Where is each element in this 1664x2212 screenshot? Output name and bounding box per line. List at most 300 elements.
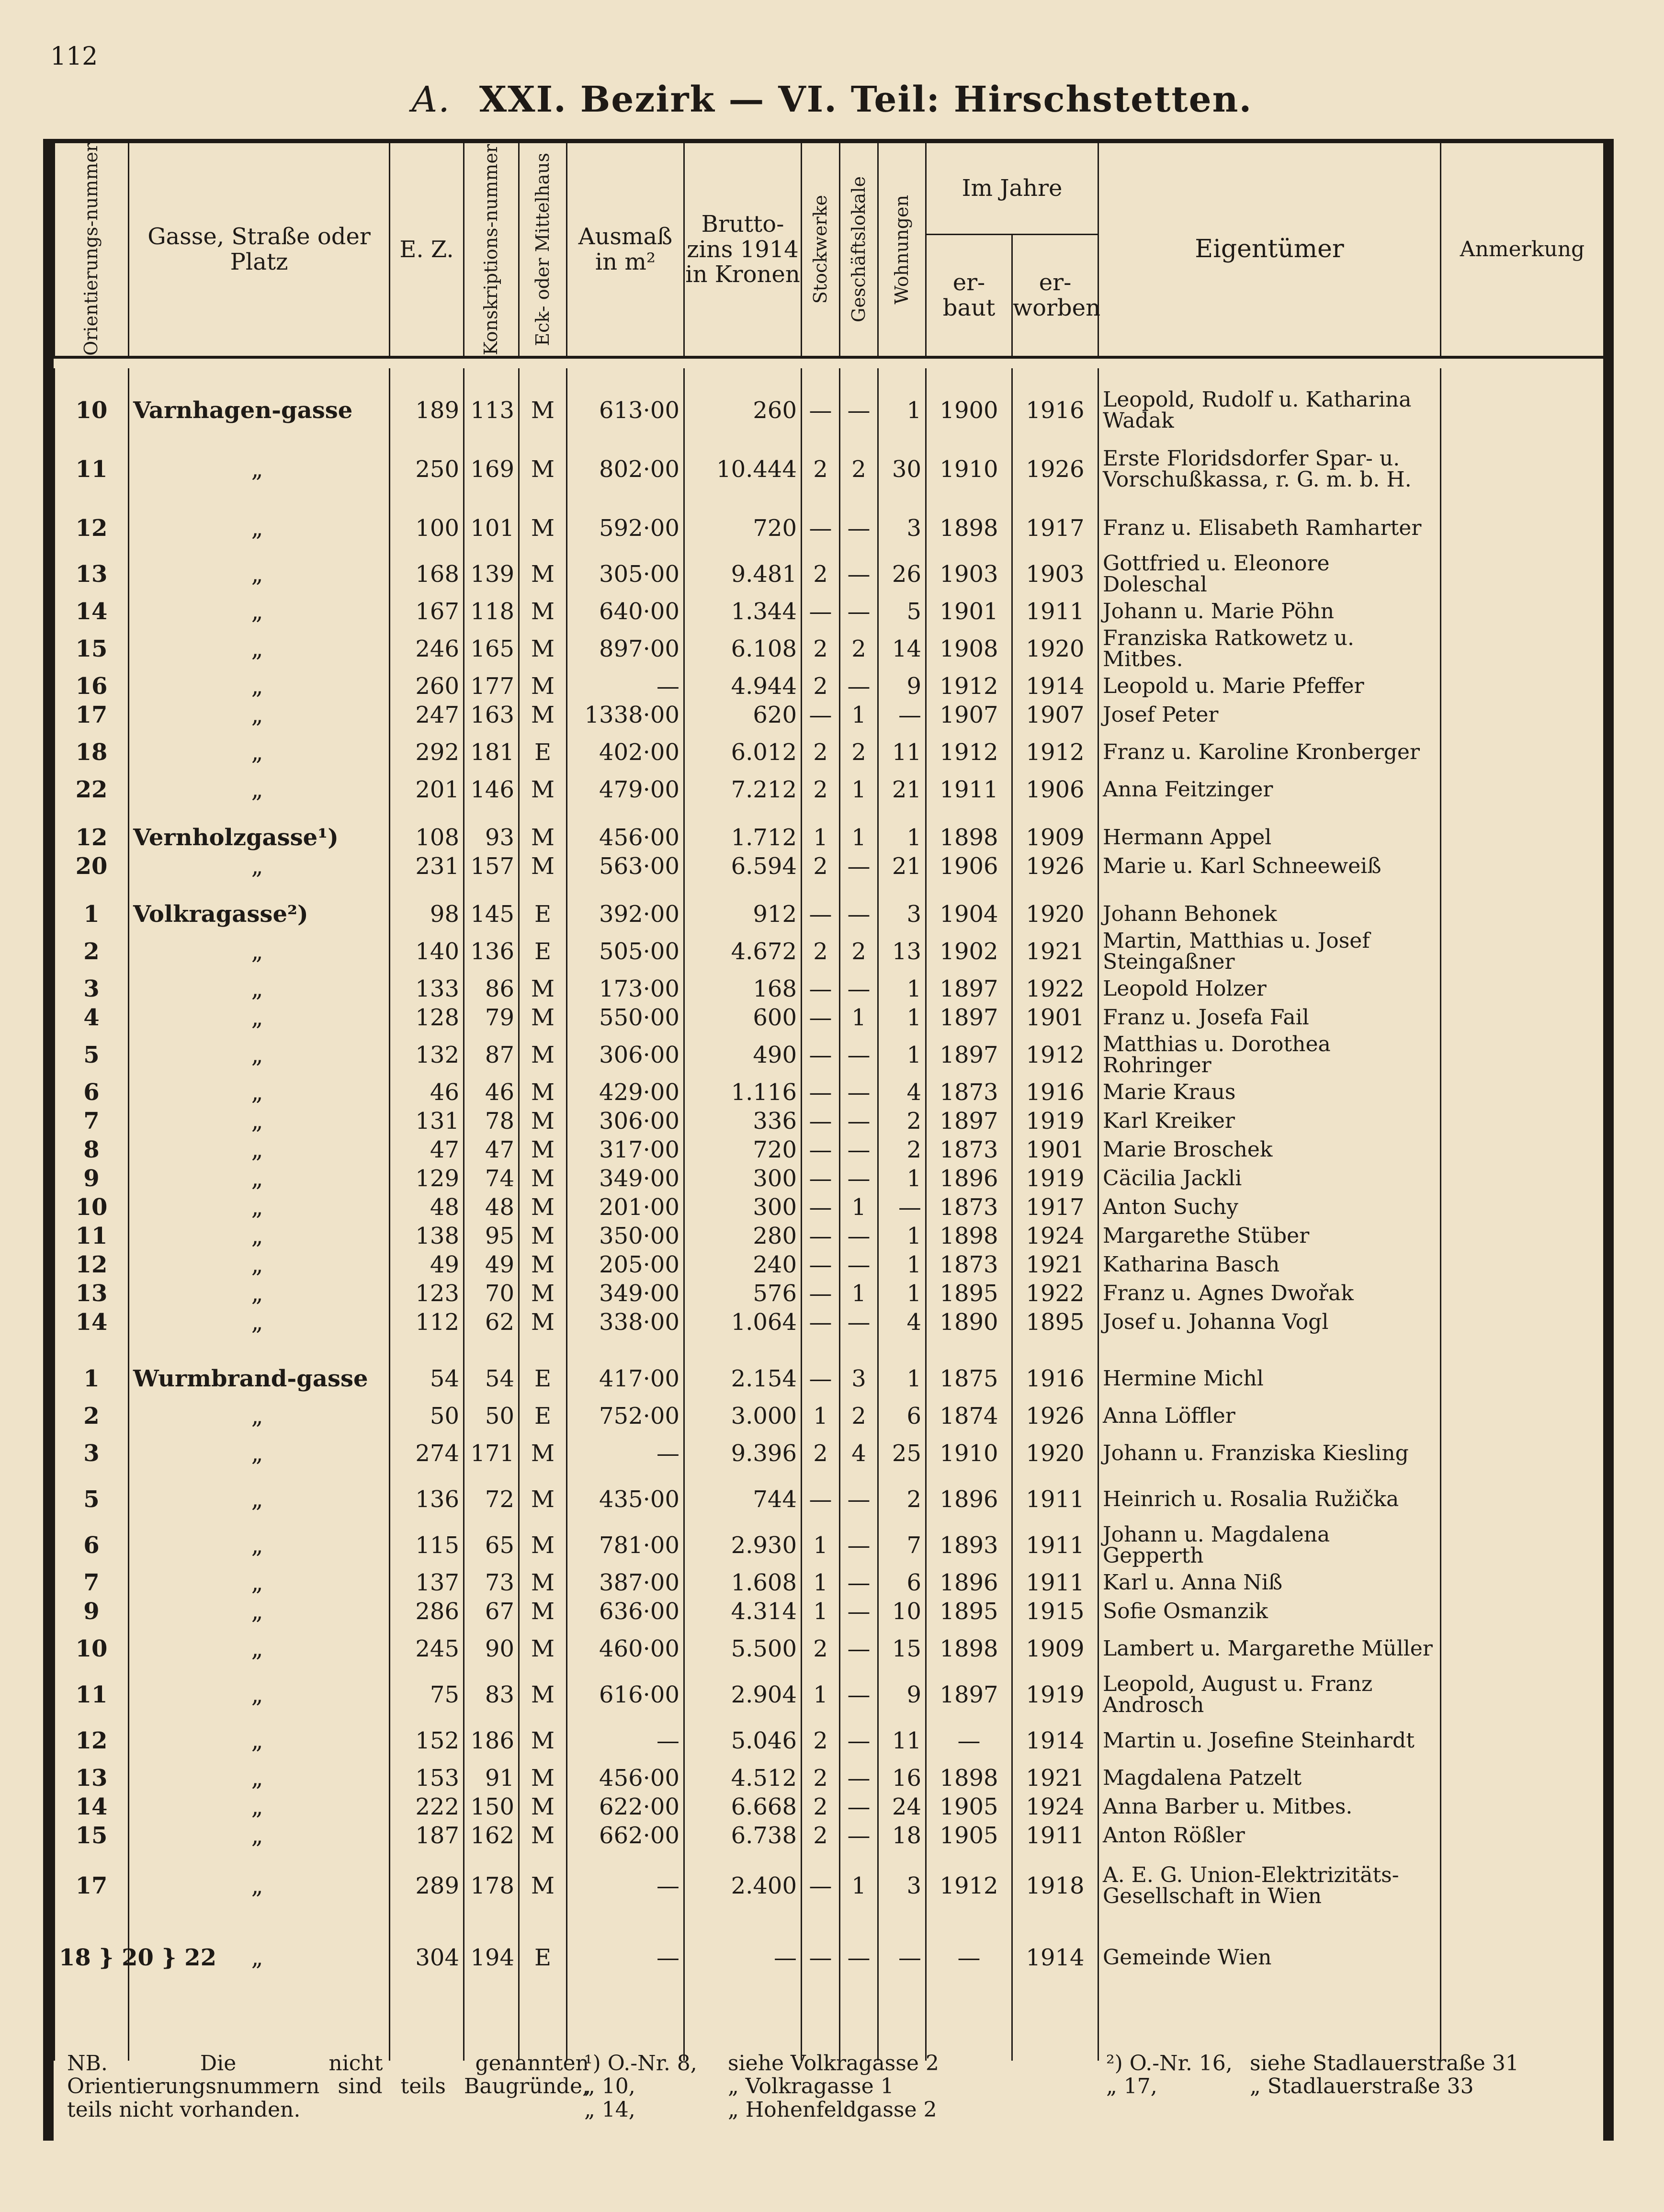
cell-gesch: — xyxy=(840,900,878,929)
cell-eck: M xyxy=(519,1568,567,1597)
cell-ez: 115 xyxy=(390,1522,464,1568)
cell-eck: M xyxy=(519,1032,567,1078)
cell-orient: 11 xyxy=(55,433,129,505)
cell-wohn: 16 xyxy=(878,1764,926,1792)
cell-eck: M xyxy=(519,1003,567,1032)
cell-ausmass: 592·00 xyxy=(567,505,684,551)
cell-ez: 49 xyxy=(390,1250,464,1279)
cell-street: „ xyxy=(129,929,390,975)
cell-orient: 3 xyxy=(55,975,129,1003)
cell-wohn: 2 xyxy=(878,1135,926,1164)
cell-owner: Anton Rößler xyxy=(1098,1821,1441,1850)
cell-ez: 47 xyxy=(390,1135,464,1164)
cell-erbaut: 1897 xyxy=(926,1672,1012,1718)
cell-erbaut: 1873 xyxy=(926,1193,1012,1222)
cell-ez: 247 xyxy=(390,701,464,729)
cell-ausmass: 662·00 xyxy=(567,1821,684,1850)
cell-wohn: 21 xyxy=(878,852,926,881)
cell-anm xyxy=(1441,1522,1604,1568)
table-row xyxy=(55,701,1604,729)
spacer-row xyxy=(55,1337,1604,1356)
cell-erbaut: 1890 xyxy=(926,1308,1012,1337)
cell-stock: — xyxy=(802,505,840,551)
cell-ausmass: 752·00 xyxy=(567,1402,684,1430)
cell-anm xyxy=(1441,551,1604,597)
cell-konskr: 47 xyxy=(464,1135,519,1164)
cell-street: „ xyxy=(129,1308,390,1337)
cell-eck: M xyxy=(519,1522,567,1568)
page-number: 112 xyxy=(50,42,98,71)
cell-ez: 137 xyxy=(390,1568,464,1597)
cell-erworben: 1914 xyxy=(1012,1922,1098,1994)
cell-orient: 12 xyxy=(55,823,129,852)
cell-stock: — xyxy=(802,1308,840,1337)
cell-erbaut: 1873 xyxy=(926,1135,1012,1164)
col-header-anm: Anmerkung xyxy=(1441,143,1604,357)
cell-wohn: 1 xyxy=(878,1279,926,1308)
cell-erbaut: 1897 xyxy=(926,1107,1012,1135)
cell-wohn: 1 xyxy=(878,975,926,1003)
col-header-konskr: Konskriptions-nummer xyxy=(464,143,519,357)
cell-gesch: — xyxy=(840,975,878,1003)
table-row xyxy=(55,1107,1604,1135)
cell-ausmass: 456·00 xyxy=(567,823,684,852)
cell-ausmass: 563·00 xyxy=(567,852,684,881)
cell-orient: 10 xyxy=(55,1193,129,1222)
cell-brutto: 744 xyxy=(684,1476,802,1522)
cell-konskr: 136 xyxy=(464,929,519,975)
footnote-text: siehe Stadlauerstraße 31 xyxy=(1250,2051,1519,2076)
cell-orient: 10 xyxy=(55,387,129,433)
cell-street: „ xyxy=(129,1922,390,1994)
cell-ausmass: 305·00 xyxy=(567,551,684,597)
cell-anm xyxy=(1441,852,1604,881)
cell-owner: Gemeinde Wien xyxy=(1098,1922,1441,1994)
cell-stock: 1 xyxy=(802,1568,840,1597)
footnote-1 xyxy=(584,2052,1087,2121)
cell-stock: — xyxy=(802,975,840,1003)
cell-orient: 3 xyxy=(55,1430,129,1476)
cell-ausmass: 460·00 xyxy=(567,1626,684,1672)
cell-ausmass: 201·00 xyxy=(567,1193,684,1222)
cell-stock: — xyxy=(802,701,840,729)
cell-gesch: — xyxy=(840,1626,878,1672)
cell-street: Vernholzgasse¹) xyxy=(129,823,390,852)
cell-street: „ xyxy=(129,551,390,597)
table-row xyxy=(55,823,1604,852)
cell-konskr: 163 xyxy=(464,701,519,729)
cell-brutto: 168 xyxy=(684,975,802,1003)
cell-ez: 246 xyxy=(390,626,464,672)
cell-stock: — xyxy=(802,1356,840,1402)
cell-ausmass: 636·00 xyxy=(567,1597,684,1626)
footnote-text: „ Volkragasse 1 xyxy=(728,2074,894,2099)
cell-street: „ xyxy=(129,1032,390,1078)
cell-ez: 98 xyxy=(390,900,464,929)
table-row xyxy=(55,1568,1604,1597)
cell-eck: M xyxy=(519,852,567,881)
cell-wohn: 3 xyxy=(878,900,926,929)
footnotes xyxy=(53,2052,1604,2143)
property-ledger xyxy=(43,139,1614,2141)
col-header-ez: E. Z. xyxy=(390,143,464,357)
cell-anm xyxy=(1441,701,1604,729)
table-row xyxy=(55,387,1604,433)
table-row xyxy=(55,900,1604,929)
cell-street: „ xyxy=(129,1250,390,1279)
cell-owner: Johann u. Marie Pöhn xyxy=(1098,597,1441,626)
footnote-line xyxy=(584,2052,1087,2075)
cell-ausmass: 402·00 xyxy=(567,729,684,775)
cell-eck: M xyxy=(519,1250,567,1279)
cell-eck: E xyxy=(519,900,567,929)
cell-anm xyxy=(1441,729,1604,775)
cell-orient: 8 xyxy=(55,1135,129,1164)
cell-gesch: — xyxy=(840,1672,878,1718)
cell-orient: 5 xyxy=(55,1476,129,1522)
cell-street: „ xyxy=(129,1792,390,1821)
table-row xyxy=(55,1193,1604,1222)
cell-orient: 17 xyxy=(55,1850,129,1922)
cell-brutto: — xyxy=(684,1922,802,1994)
cell-owner: A. E. G. Union-Elektrizitäts-Gesellschaft in Wien xyxy=(1098,1850,1441,1922)
cell-brutto: 6.012 xyxy=(684,729,802,775)
cell-konskr: 145 xyxy=(464,900,519,929)
table-row xyxy=(55,1003,1604,1032)
cell-gesch: — xyxy=(840,1308,878,1337)
cell-brutto: 240 xyxy=(684,1250,802,1279)
footnote-line xyxy=(584,2099,1087,2121)
cell-ez: 50 xyxy=(390,1402,464,1430)
cell-eck: E xyxy=(519,729,567,775)
cell-anm xyxy=(1441,597,1604,626)
cell-orient: 1 xyxy=(55,900,129,929)
cell-wohn: — xyxy=(878,701,926,729)
cell-street: „ xyxy=(129,852,390,881)
cell-gesch: — xyxy=(840,1764,878,1792)
cell-erbaut: 1898 xyxy=(926,823,1012,852)
cell-erbaut: 1907 xyxy=(926,701,1012,729)
cell-anm xyxy=(1441,387,1604,433)
cell-stock: 2 xyxy=(802,433,840,505)
table-row xyxy=(55,775,1604,804)
footnote-text: „ Hohenfeldgasse 2 xyxy=(728,2097,937,2122)
cell-gesch: 2 xyxy=(840,626,878,672)
cell-wohn: 30 xyxy=(878,433,926,505)
spacer-row xyxy=(55,804,1604,823)
cell-ez: 131 xyxy=(390,1107,464,1135)
cell-street: „ xyxy=(129,1476,390,1522)
footnote-text: siehe Volkragasse 2 xyxy=(728,2051,939,2076)
cell-orient: 14 xyxy=(55,597,129,626)
cell-anm xyxy=(1441,823,1604,852)
cell-street: Varnhagen-gasse xyxy=(129,387,390,433)
cell-eck: M xyxy=(519,1107,567,1135)
footnote-line xyxy=(584,2075,1087,2098)
cell-ausmass: 173·00 xyxy=(567,975,684,1003)
cell-ausmass: — xyxy=(567,1718,684,1764)
cell-street: „ xyxy=(129,1430,390,1476)
cell-ausmass: 456·00 xyxy=(567,1764,684,1792)
table-row xyxy=(55,1626,1604,1672)
table-row xyxy=(55,852,1604,881)
cell-konskr: 93 xyxy=(464,823,519,852)
cell-anm xyxy=(1441,1032,1604,1078)
cell-konskr: 139 xyxy=(464,551,519,597)
cell-stock: 2 xyxy=(802,1430,840,1476)
cell-orient: 6 xyxy=(55,1078,129,1107)
cell-erworben: 1914 xyxy=(1012,672,1098,701)
cell-ez: 245 xyxy=(390,1626,464,1672)
cell-wohn: 1 xyxy=(878,1003,926,1032)
cell-gesch: — xyxy=(840,852,878,881)
cell-gesch: — xyxy=(840,1107,878,1135)
cell-konskr: 74 xyxy=(464,1164,519,1193)
table-row xyxy=(55,1597,1604,1626)
cell-owner: Martin, Matthias u. Josef Steingaßner xyxy=(1098,929,1441,975)
cell-eck: M xyxy=(519,1792,567,1821)
cell-erworben: 1911 xyxy=(1012,1568,1098,1597)
cell-ez: 187 xyxy=(390,1821,464,1850)
cell-konskr: 48 xyxy=(464,1193,519,1222)
cell-wohn: 25 xyxy=(878,1430,926,1476)
cell-street: „ xyxy=(129,1821,390,1850)
cell-erbaut: 1905 xyxy=(926,1792,1012,1821)
cell-owner: Anna Löffler xyxy=(1098,1402,1441,1430)
cell-brutto: 4.672 xyxy=(684,929,802,975)
cell-ez: 112 xyxy=(390,1308,464,1337)
cell-brutto: 300 xyxy=(684,1164,802,1193)
cell-anm xyxy=(1441,1626,1604,1672)
cell-anm xyxy=(1441,1821,1604,1850)
cell-erworben: 1916 xyxy=(1012,1356,1098,1402)
cell-konskr: 78 xyxy=(464,1107,519,1135)
cell-owner: Marie Broschek xyxy=(1098,1135,1441,1164)
cell-stock: 2 xyxy=(802,1792,840,1821)
cell-brutto: 5.500 xyxy=(684,1626,802,1672)
cell-ausmass: 205·00 xyxy=(567,1250,684,1279)
cell-ausmass: 479·00 xyxy=(567,775,684,804)
cell-eck: M xyxy=(519,551,567,597)
footnote-2 xyxy=(1106,2052,1599,2099)
cell-gesch: — xyxy=(840,1922,878,1994)
cell-erworben: 1895 xyxy=(1012,1308,1098,1337)
cell-brutto: 1.608 xyxy=(684,1568,802,1597)
cell-owner: Heinrich u. Rosalia Ružička xyxy=(1098,1476,1441,1522)
cell-owner: Leopold, August u. Franz Androsch xyxy=(1098,1672,1441,1718)
cell-anm xyxy=(1441,1597,1604,1626)
cell-erworben: 1921 xyxy=(1012,1250,1098,1279)
cell-erworben: 1911 xyxy=(1012,1821,1098,1850)
table-row xyxy=(55,1308,1604,1337)
cell-stock: 1 xyxy=(802,1402,840,1430)
cell-konskr: 194 xyxy=(464,1922,519,1994)
cell-gesch: — xyxy=(840,1522,878,1568)
cell-orient: 14 xyxy=(55,1792,129,1821)
cell-eck: M xyxy=(519,1078,567,1107)
cell-ausmass: 417·00 xyxy=(567,1356,684,1402)
cell-owner: Franziska Ratkowetz u. Mitbes. xyxy=(1098,626,1441,672)
cell-street: „ xyxy=(129,1078,390,1107)
table-body xyxy=(55,368,1604,2061)
cell-eck: E xyxy=(519,1922,567,1994)
cell-eck: M xyxy=(519,1193,567,1222)
cell-konskr: 79 xyxy=(464,1003,519,1032)
cell-gesch: 2 xyxy=(840,729,878,775)
cell-stock: — xyxy=(802,1476,840,1522)
cell-erworben: 1924 xyxy=(1012,1222,1098,1250)
cell-eck: M xyxy=(519,1164,567,1193)
spacer-row xyxy=(55,1994,1604,2061)
cell-ausmass: 349·00 xyxy=(567,1279,684,1308)
cell-brutto: 2.154 xyxy=(684,1356,802,1402)
cell-brutto: 720 xyxy=(684,505,802,551)
cell-ez: 132 xyxy=(390,1032,464,1078)
cell-orient: 5 xyxy=(55,1032,129,1078)
cell-erworben: 1919 xyxy=(1012,1672,1098,1718)
cell-erbaut: 1912 xyxy=(926,1850,1012,1922)
cell-stock: 2 xyxy=(802,729,840,775)
cell-owner: Marie Kraus xyxy=(1098,1078,1441,1107)
cell-brutto: 6.108 xyxy=(684,626,802,672)
cell-stock: 1 xyxy=(802,823,840,852)
cell-owner: Lambert u. Margarethe Müller xyxy=(1098,1626,1441,1672)
cell-konskr: 46 xyxy=(464,1078,519,1107)
cell-ausmass: 616·00 xyxy=(567,1672,684,1718)
cell-ez: 54 xyxy=(390,1356,464,1402)
cell-erworben: 1917 xyxy=(1012,505,1098,551)
col-header-orient: Orientierungs-nummer xyxy=(55,143,129,357)
cell-anm xyxy=(1441,1430,1604,1476)
cell-stock: — xyxy=(802,1078,840,1107)
cell-street: „ xyxy=(129,1222,390,1250)
cell-eck: M xyxy=(519,1764,567,1792)
cell-orient: 9 xyxy=(55,1597,129,1626)
cell-anm xyxy=(1441,672,1604,701)
cell-eck: M xyxy=(519,1222,567,1250)
cell-orient: 6 xyxy=(55,1522,129,1568)
cell-anm xyxy=(1441,975,1604,1003)
cell-gesch: — xyxy=(840,597,878,626)
cell-eck: M xyxy=(519,1279,567,1308)
cell-street: „ xyxy=(129,672,390,701)
cell-stock: — xyxy=(802,1850,840,1922)
cell-stock: 2 xyxy=(802,672,840,701)
table-row xyxy=(55,1430,1604,1476)
cell-gesch: — xyxy=(840,1792,878,1821)
cell-erbaut: 1912 xyxy=(926,672,1012,701)
cell-stock: 1 xyxy=(802,1672,840,1718)
cell-erworben: 1914 xyxy=(1012,1718,1098,1764)
cell-konskr: 54 xyxy=(464,1356,519,1402)
cell-ausmass: 550·00 xyxy=(567,1003,684,1032)
cell-stock: — xyxy=(802,900,840,929)
cell-ausmass: 350·00 xyxy=(567,1222,684,1250)
cell-erworben: 1909 xyxy=(1012,823,1098,852)
table-row xyxy=(55,597,1604,626)
cell-wohn: 4 xyxy=(878,1308,926,1337)
cell-orient: 17 xyxy=(55,701,129,729)
cell-stock: — xyxy=(802,1135,840,1164)
table-row xyxy=(55,433,1604,505)
cell-erbaut: 1896 xyxy=(926,1568,1012,1597)
cell-erbaut: 1898 xyxy=(926,1222,1012,1250)
cell-brutto: 6.668 xyxy=(684,1792,802,1821)
cell-gesch: 4 xyxy=(840,1430,878,1476)
cell-street: Volkragasse²) xyxy=(129,900,390,929)
cell-owner: Leopold Holzer xyxy=(1098,975,1441,1003)
cell-street: „ xyxy=(129,1003,390,1032)
table-row xyxy=(55,1135,1604,1164)
cell-ez: 153 xyxy=(390,1764,464,1792)
cell-anm xyxy=(1441,1279,1604,1308)
cell-konskr: 70 xyxy=(464,1279,519,1308)
cell-erbaut: 1897 xyxy=(926,1003,1012,1032)
cell-orient: 18 } 20 } 22 xyxy=(55,1922,129,1994)
cell-ez: 46 xyxy=(390,1078,464,1107)
cell-eck: E xyxy=(519,1402,567,1430)
cell-anm xyxy=(1441,775,1604,804)
cell-owner: Johann u. Magdalena Gepperth xyxy=(1098,1522,1441,1568)
cell-ez: 250 xyxy=(390,433,464,505)
cell-street: „ xyxy=(129,1718,390,1764)
cell-wohn: 10 xyxy=(878,1597,926,1626)
footnote-line xyxy=(1106,2075,1599,2098)
footnote-ref: ¹) O.-Nr. 8, xyxy=(584,2051,697,2076)
table-row xyxy=(55,1718,1604,1764)
cell-erbaut: 1897 xyxy=(926,1032,1012,1078)
cell-wohn: 1 xyxy=(878,1222,926,1250)
cell-ez: 75 xyxy=(390,1672,464,1718)
cell-erworben: 1907 xyxy=(1012,701,1098,729)
cell-orient: 13 xyxy=(55,551,129,597)
cell-erbaut: 1911 xyxy=(926,775,1012,804)
footnote-line xyxy=(1106,2052,1599,2075)
cell-street: „ xyxy=(129,975,390,1003)
cell-gesch: — xyxy=(840,1135,878,1164)
cell-wohn: 24 xyxy=(878,1792,926,1821)
cell-brutto: 260 xyxy=(684,387,802,433)
cell-erbaut: 1906 xyxy=(926,852,1012,881)
cell-owner: Franz u. Agnes Dwořak xyxy=(1098,1279,1441,1308)
cell-orient: 22 xyxy=(55,775,129,804)
cell-ez: 128 xyxy=(390,1003,464,1032)
cell-wohn: 1 xyxy=(878,1250,926,1279)
cell-wohn: 3 xyxy=(878,505,926,551)
cell-eck: M xyxy=(519,823,567,852)
cell-anm xyxy=(1441,1476,1604,1522)
table-row xyxy=(55,1922,1604,1994)
table-row xyxy=(55,1222,1604,1250)
cell-wohn: 13 xyxy=(878,929,926,975)
cell-ez: 292 xyxy=(390,729,464,775)
cell-brutto: 336 xyxy=(684,1107,802,1135)
cell-street: „ xyxy=(129,1107,390,1135)
cell-konskr: 186 xyxy=(464,1718,519,1764)
cell-gesch: — xyxy=(840,1078,878,1107)
cell-gesch: 1 xyxy=(840,1193,878,1222)
cell-eck: M xyxy=(519,1135,567,1164)
cell-ez: 167 xyxy=(390,597,464,626)
cell-owner: Karl u. Anna Niß xyxy=(1098,1568,1441,1597)
cell-brutto: 9.481 xyxy=(684,551,802,597)
cell-brutto: 9.396 xyxy=(684,1430,802,1476)
cell-erbaut: 1893 xyxy=(926,1522,1012,1568)
cell-ausmass: 897·00 xyxy=(567,626,684,672)
cell-wohn: 11 xyxy=(878,1718,926,1764)
cell-wohn: 4 xyxy=(878,1078,926,1107)
page-title xyxy=(0,79,1664,120)
